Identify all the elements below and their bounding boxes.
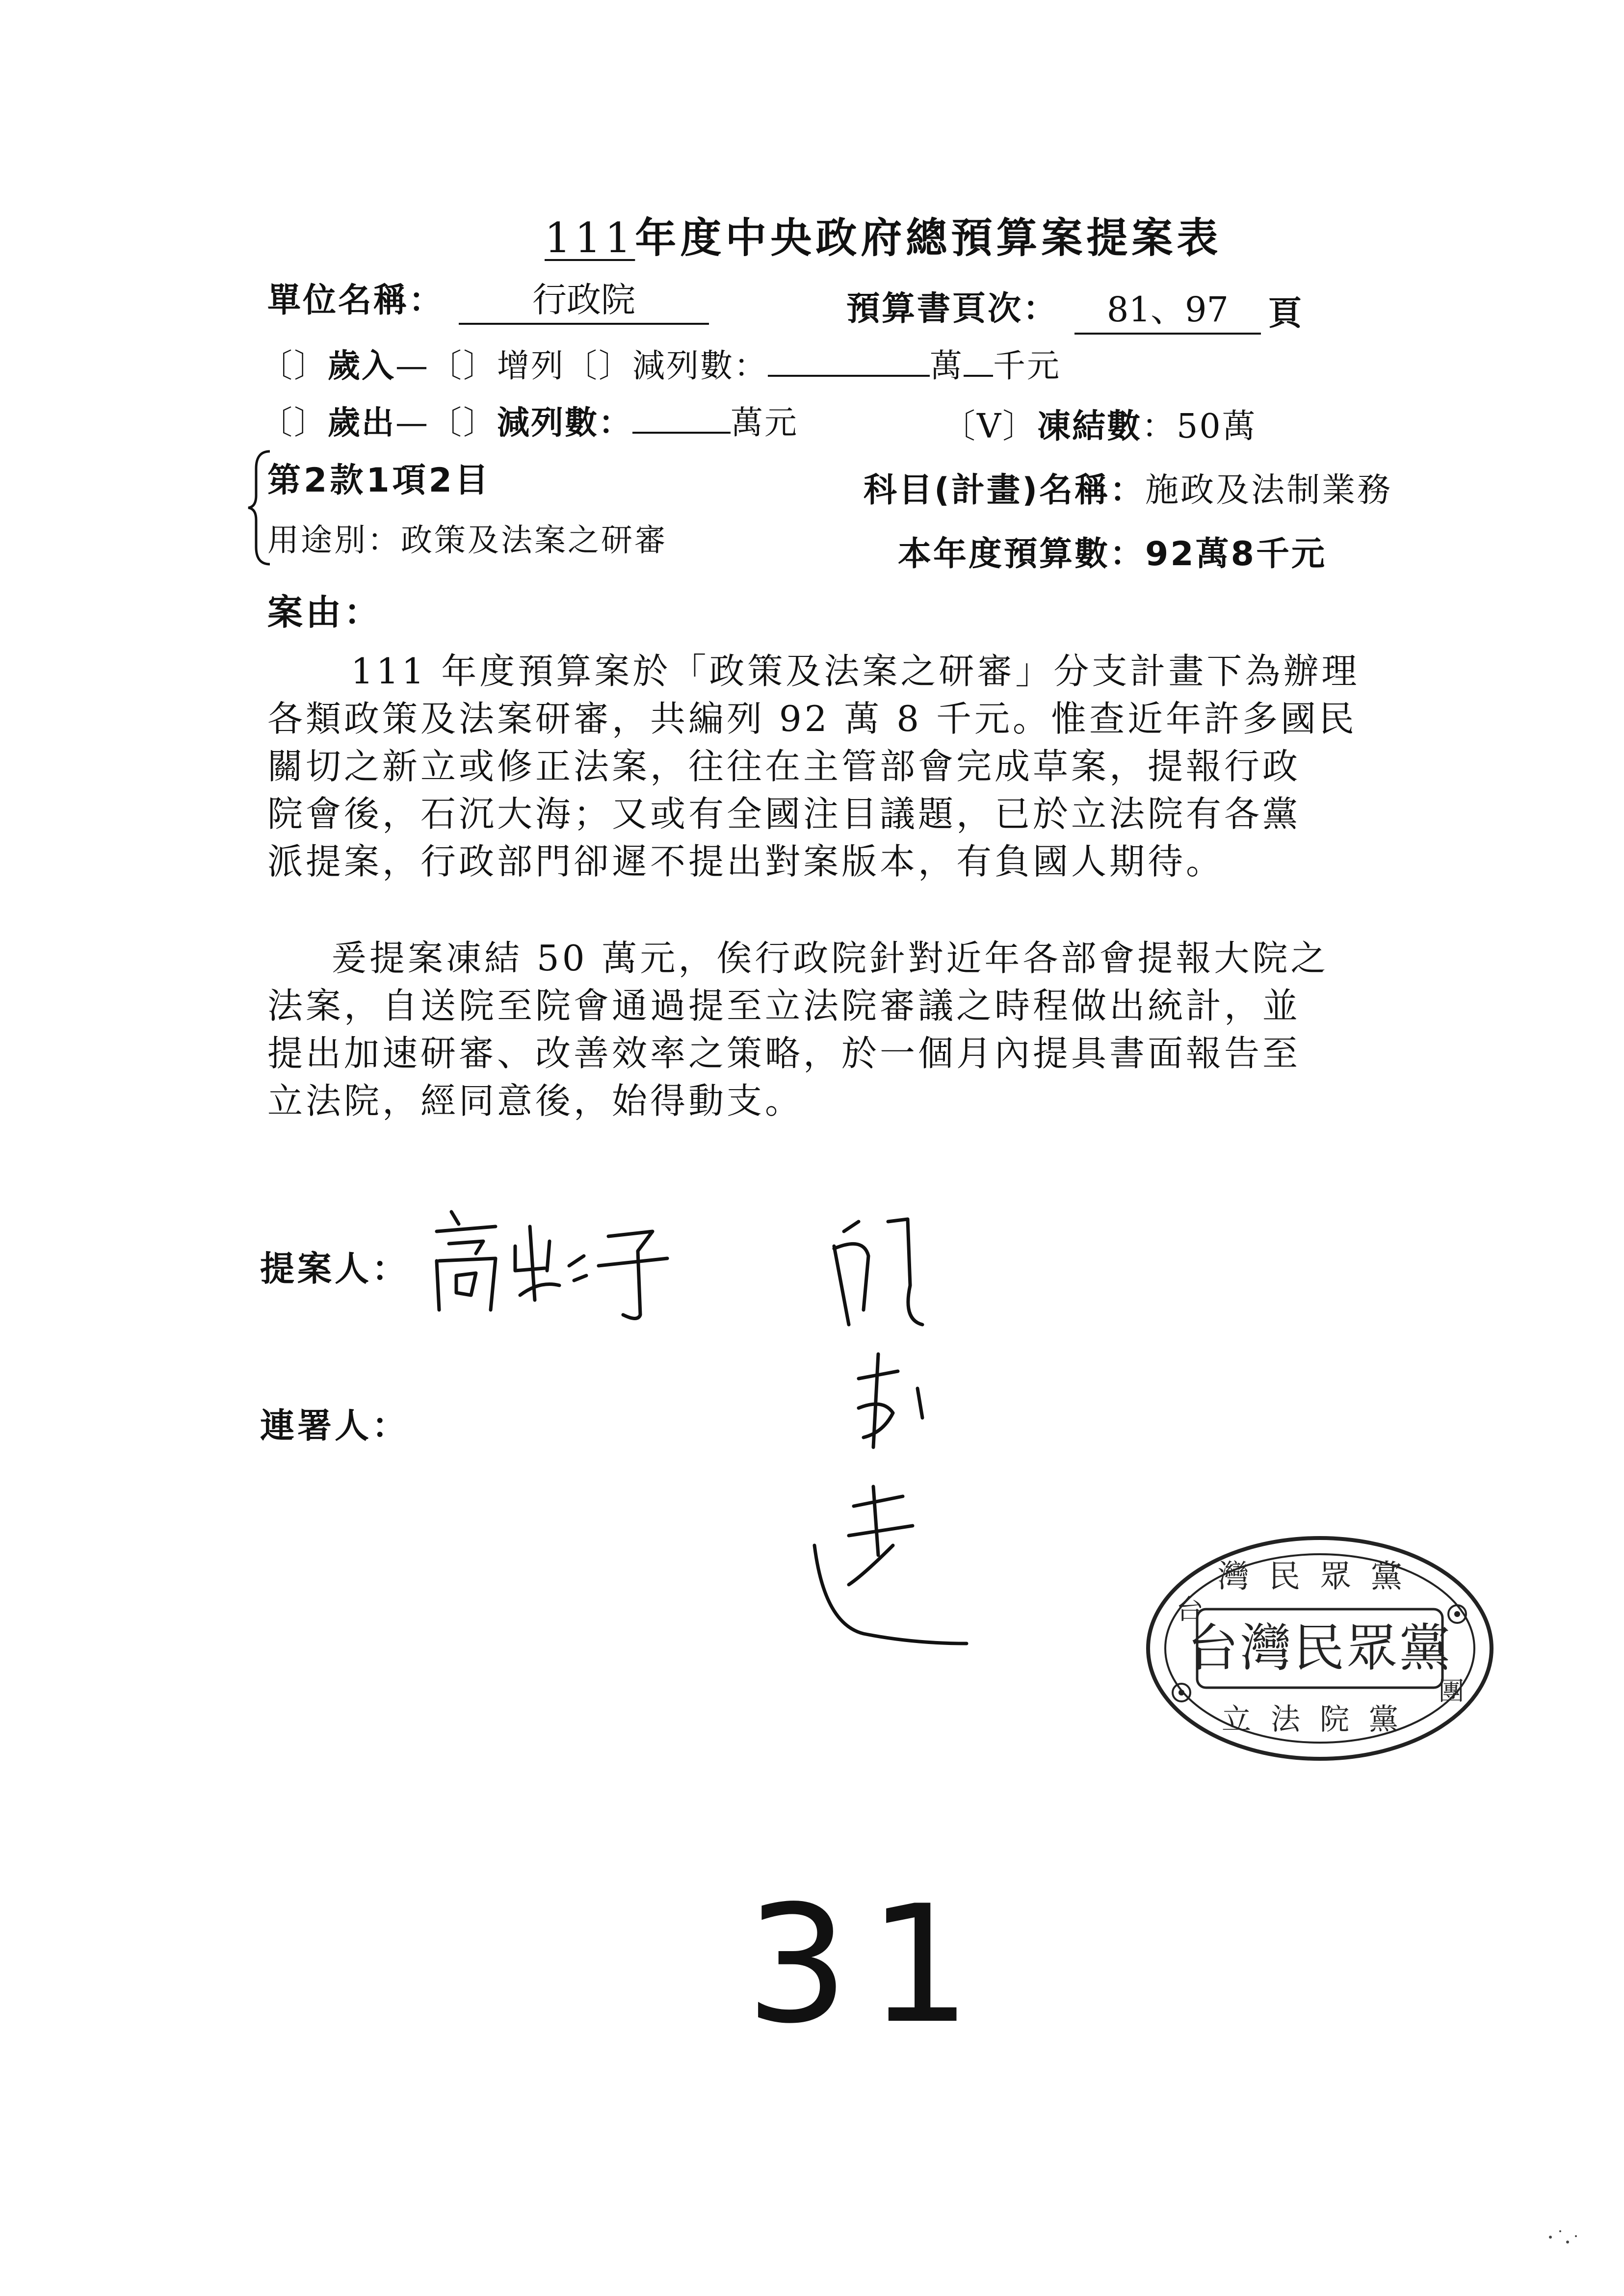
revenue-blank-k [964, 345, 993, 377]
page-value [1074, 282, 1261, 335]
reason-line: 111 年度預算案於「政策及法案之研審」分支計畫下為辦理 [351, 651, 1360, 692]
expense-label: 歲出 [328, 404, 395, 442]
expense-decrease-checkbox: 〔〕 [429, 404, 497, 442]
title-year: 111 [545, 214, 635, 262]
stamp-inner-text: 台灣民眾黨 [1187, 1618, 1453, 1678]
page-label: 預算書頁次： [846, 289, 1059, 328]
expense-blank [632, 402, 731, 434]
unit-value-text: 行政院 [532, 280, 635, 320]
revenue-increase: 〔〕增列 [429, 347, 565, 385]
reason-line: 爰提案凍結 50 萬元，俟行政院針對近年各部會提報大院之 [331, 938, 1329, 979]
party-stamp [1143, 1531, 1496, 1766]
revenue-decrease: 〔〕減列數： [565, 347, 768, 385]
revenue-blank-wan [768, 345, 930, 377]
reason-line: 派提案，行政部門卻遲不提出對案版本，有負國人期待。 [267, 841, 1225, 882]
stamp-top-text: 灣民眾黨 [1218, 1559, 1422, 1595]
reason-line: 法案，自送院至院會通過提至立法院審議之時程做出統計，並 [267, 985, 1301, 1026]
expense-checkbox: 〔〕 [260, 404, 328, 442]
stamp-left-char: 台 [1176, 1594, 1204, 1626]
freeze-checkbox: 〔V〕 [942, 407, 1038, 446]
purpose-label: 用途別： [267, 522, 401, 559]
page-value-text: 81、97 [1106, 289, 1229, 330]
proposer-signature [422, 1197, 697, 1325]
title-text: 年度中央政府總預算案提案表 [635, 214, 1222, 262]
expense-unit: 萬元 [731, 404, 798, 442]
subject-row [864, 464, 1392, 511]
revenue-label: 歲入 [328, 347, 395, 385]
reason-line: 關切之新立或修正法案，往往在主管部會完成草案，提報行政 [267, 746, 1301, 787]
freeze-value: ：50萬 [1142, 407, 1257, 446]
revenue-dash: — [395, 347, 429, 385]
reason-paragraph-2 [267, 935, 1455, 1125]
expense-decrease: 減列數： [497, 404, 632, 442]
form-title [545, 205, 1222, 264]
cosigner-label: 連署人： [260, 1406, 409, 1446]
page-number: 31 [746, 1871, 991, 2059]
expense-row [260, 396, 798, 443]
subject-value: 施政及法制業務 [1145, 471, 1393, 510]
freeze-label: 凍結數 [1037, 407, 1142, 446]
revenue-unit-k: 千元 [993, 347, 1061, 385]
stamp-emblem-icon [1173, 1684, 1190, 1701]
cosigner-signature [805, 1202, 981, 1693]
purpose-row [267, 515, 668, 560]
budget-label: 本年度預算數： [898, 535, 1146, 574]
reason-line: 提出加速研審、改善效率之策略，於一個月內提具書面報告至 [267, 1033, 1301, 1074]
reason-line: 各類政策及法案研審，共編列 92 萬 8 千元。惟查近年許多國民 [267, 698, 1357, 739]
item-code: 第2款1項2目 [267, 461, 491, 500]
reason-line: 立法院，經同意後，始得動支。 [267, 1080, 804, 1122]
reason-heading: 案由： [267, 592, 383, 633]
proposer-label: 提案人： [260, 1249, 409, 1289]
subject-label: 科目(計畫)名稱： [864, 471, 1146, 510]
unit-value [459, 272, 709, 325]
page-suffix: 頁 [1268, 294, 1302, 333]
stamp-right-char: 團 [1438, 1677, 1465, 1706]
reason-line: 院會後，石沉大海；又或有全國注目議題，已於立法院有各黨 [267, 793, 1301, 835]
freeze-row [942, 400, 1257, 447]
reason-paragraph-1 [267, 648, 1455, 886]
purpose-value: 政策及法案之研審 [401, 522, 668, 559]
budget-row [898, 527, 1327, 575]
revenue-row [260, 339, 1061, 386]
revenue-checkbox: 〔〕 [260, 347, 328, 385]
unit-label: 單位名稱： [267, 281, 445, 320]
scan-specks [1545, 2227, 1585, 2257]
stamp-bottom-text: 立法院黨 [1222, 1702, 1418, 1737]
revenue-unit-wan: 萬 [930, 347, 964, 385]
expense-dash: — [395, 404, 429, 442]
budget-value: 92萬8千元 [1145, 535, 1327, 574]
